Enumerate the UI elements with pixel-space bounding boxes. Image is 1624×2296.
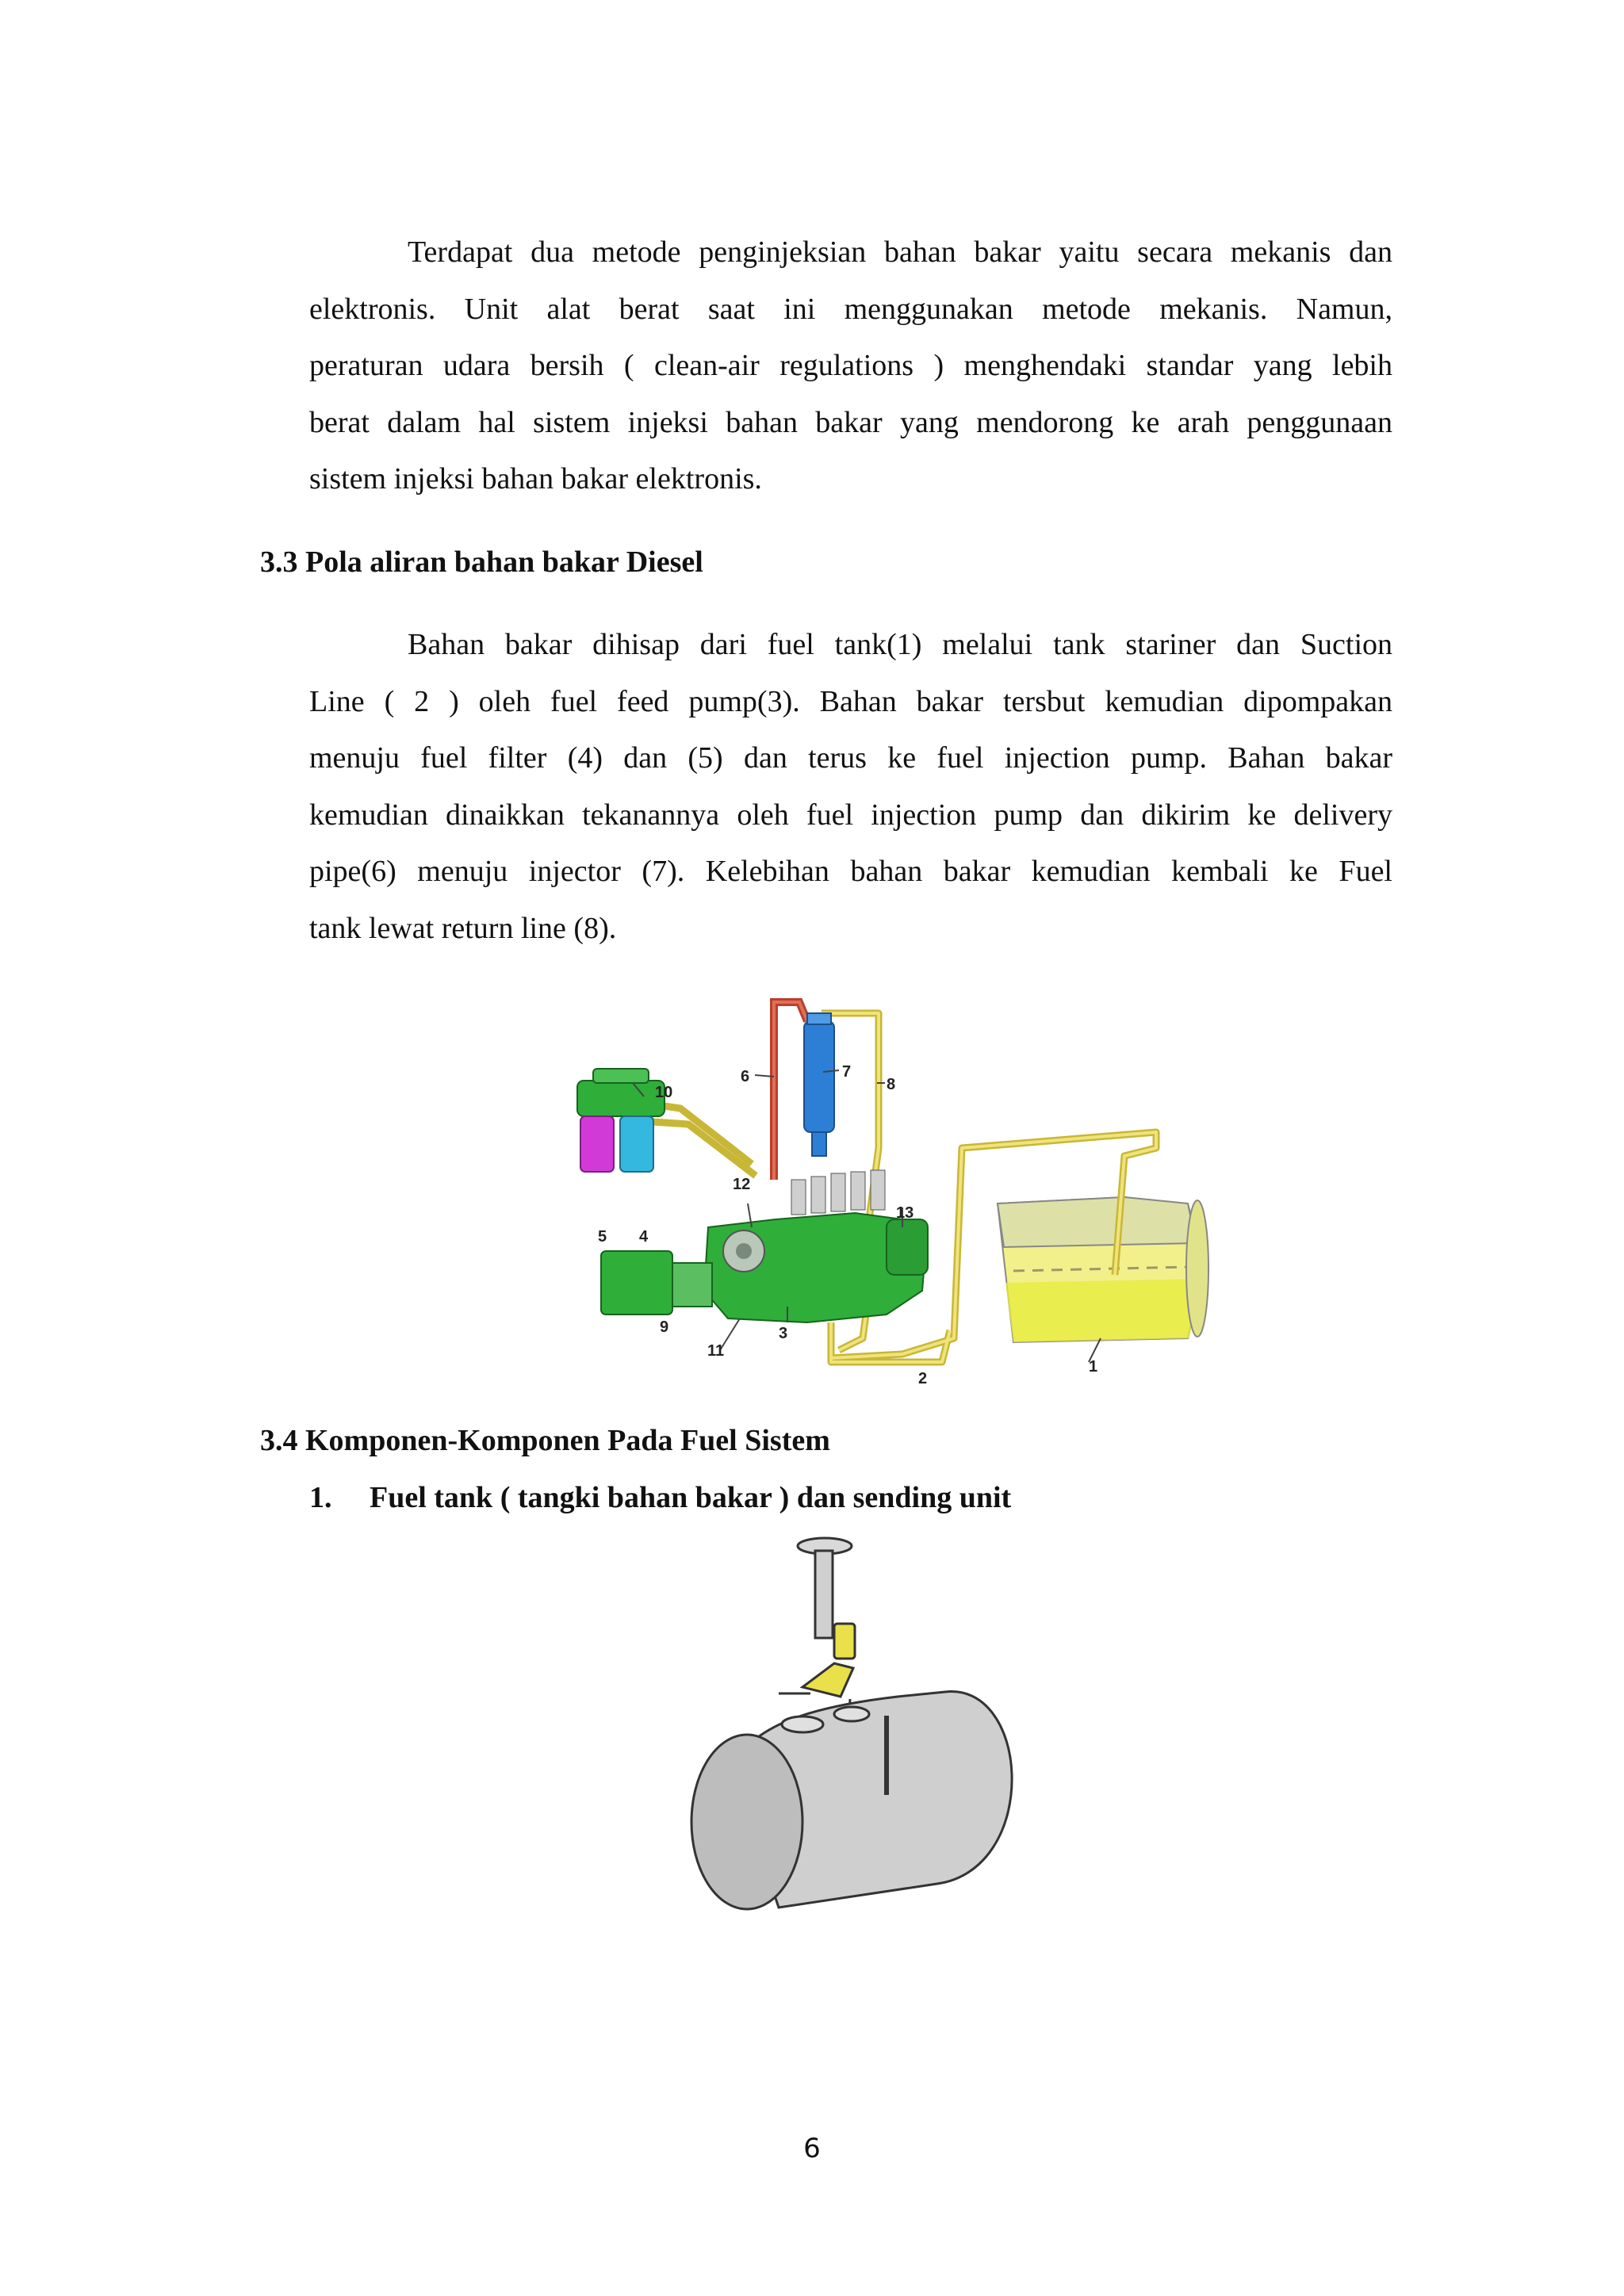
coupling-illustration [601,1251,712,1314]
text-line: Terdapat dua metode penginjeksian bahan bakar yaitu secara mekanis dan [408,235,1392,269]
page-number: 6 [803,2133,821,2164]
callout-13: 13 [896,1204,914,1222]
callout-2: 2 [918,1370,928,1387]
callout-12: 12 [733,1176,751,1193]
text-line: peraturan udara bersih ( clean-air regulations ) menghendaki standar yang lebih [309,349,1392,382]
text-line: sistem injeksi bahan bakar elektronis. [309,462,762,496]
callout-8: 8 [887,1076,896,1093]
paragraph-fuel-flow [309,617,1392,957]
injector-illustration [804,1013,834,1156]
fuel-tank-sending-unit-figure [684,1529,1025,1925]
fuel-tank-sending-unit-svg [684,1529,1025,1925]
text-line: Line ( 2 ) oleh fuel feed pump(3). Bahan bakar tersbut kemudian dipompakan [309,684,1392,718]
paragraph-injection-methods [309,224,1392,508]
fuel-system-diagram-svg [569,989,1220,1402]
section-heading-3-4: 3.4 Komponen-Komponen Pada Fuel Sistem [260,1424,830,1457]
text-line: elektronis. Unit alat berat saat ini menggunakan metode mekanis. Namun, [309,292,1392,326]
list-item-number: 1. [309,1481,332,1514]
callout-10: 10 [655,1084,673,1101]
callout-3: 3 [779,1325,788,1342]
callout-9: 9 [660,1318,669,1336]
callout-4: 4 [639,1228,649,1246]
text-line: Bahan bakar dihisap dari fuel tank(1) melalui tank stariner dan Suction [408,628,1392,661]
text-line: kemudian dinaikkan tekanannya oleh fuel injection pump dan dikirim ke delivery [309,798,1392,832]
callout-6: 6 [741,1068,750,1085]
callout-5: 5 [598,1228,607,1246]
fuel-tank-illustration [998,1197,1208,1342]
delivery-pipe [774,1002,807,1180]
text-line: pipe(6) menuju injector (7). Kelebihan bahan bakar kemudian kembali ke Fuel [309,855,1392,888]
cylindrical-tank-illustration [691,1692,1012,1909]
callout-7: 7 [842,1063,852,1081]
text-line: tank lewat return line (8). [309,911,617,945]
section-heading-3-3: 3.3 Pola aliran bahan bakar Diesel [260,545,703,579]
text-line: berat dalam hal sistem injeksi bahan bakar yang mendorong ke arah penggunaan [309,405,1392,439]
callout-1: 1 [1089,1358,1098,1376]
list-item-text: Fuel tank ( tangki bahan bakar ) dan sending unit [370,1481,1012,1514]
fuel-system-diagram [569,989,1220,1402]
callout-11: 11 [707,1342,725,1360]
fuel-filter-illustration [577,1069,665,1172]
list-item-fuel-tank [309,1479,1011,1516]
text-line: menuju fuel filter (4) dan (5) dan terus ke fuel injection pump. Bahan bakar [309,741,1392,775]
